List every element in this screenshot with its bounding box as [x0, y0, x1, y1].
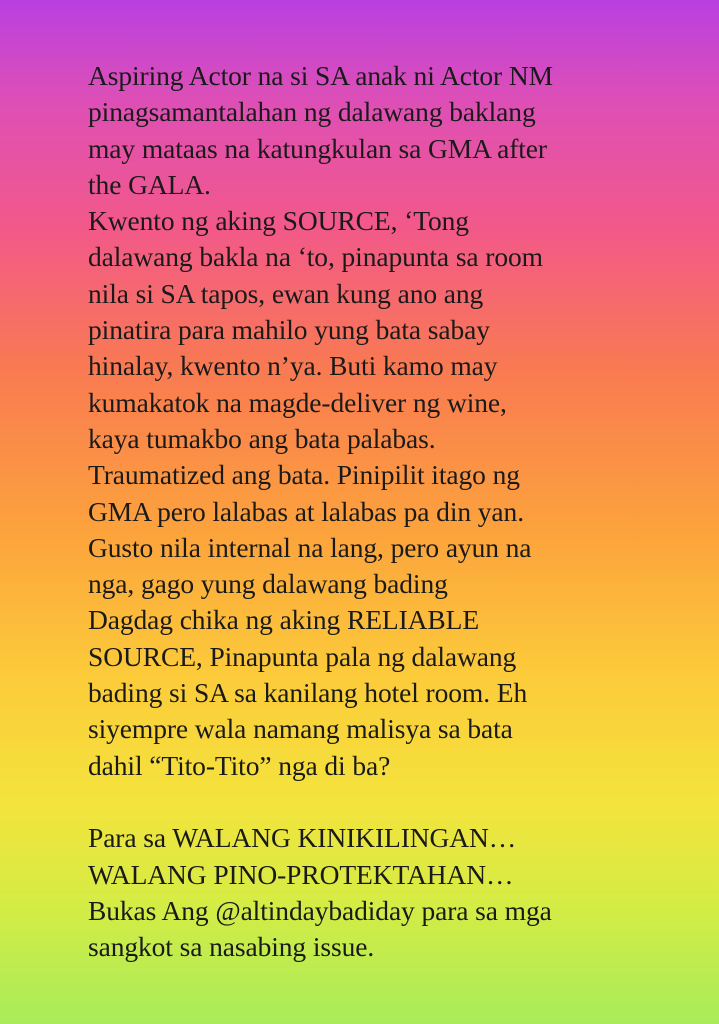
- text-line: dahil “Tito-Tito” nga di ba?: [88, 749, 391, 781]
- post-text: [88, 58, 688, 965]
- text-line: bading si SA sa kanilang hotel room. Eh: [88, 677, 528, 709]
- text-line: WALANG PINO-PROTEKTAHAN…: [88, 858, 514, 890]
- text-line: sangkot sa nasabing issue.: [88, 931, 375, 963]
- paragraph-gap: [88, 784, 688, 820]
- text-line: Aspiring Actor na si SA anak ni Actor NM: [88, 60, 553, 91]
- text-line: pinatira para mahilo yung bata sabay: [88, 314, 490, 346]
- text-line: nila si SA tapos, ewan kung ano ang: [88, 277, 484, 309]
- text-line: Bukas Ang @altindaybadiday para sa mga: [88, 894, 552, 926]
- text-line: Para sa WALANG KINIKILINGAN…: [88, 822, 517, 854]
- text-line: the GALA.: [88, 168, 211, 200]
- text-line: may mataas na katungkulan sa GMA after: [88, 132, 547, 164]
- text-line: Traumatized ang bata. Pinipilit itago ng: [88, 459, 520, 491]
- text-line: Gusto nila internal na lang, pero ayun na: [88, 531, 532, 563]
- text-line: siyempre wala namang malisya sa bata: [88, 713, 513, 745]
- text-line: Dagdag chika ng aking RELIABLE: [88, 604, 480, 636]
- text-line: nga, gago yung dalawang bading: [88, 568, 448, 600]
- text-line: kumakatok na magde-deliver ng wine,: [88, 386, 507, 418]
- text-line: kaya tumakbo ang bata palabas.: [88, 422, 436, 454]
- text-line: Kwento ng aking SOURCE, ‘Tong: [88, 205, 469, 237]
- text-line: SOURCE, Pinapunta pala ng dalawang: [88, 640, 517, 672]
- text-line: GMA pero lalabas at lalabas pa din yan.: [88, 495, 524, 527]
- text-line: pinagsamantalahan ng dalawang baklang: [88, 96, 536, 128]
- text-line: hinalay, kwento n’ya. Buti kamo may: [88, 350, 498, 382]
- text-line: dalawang bakla na ‘to, pinapunta sa room: [88, 241, 543, 273]
